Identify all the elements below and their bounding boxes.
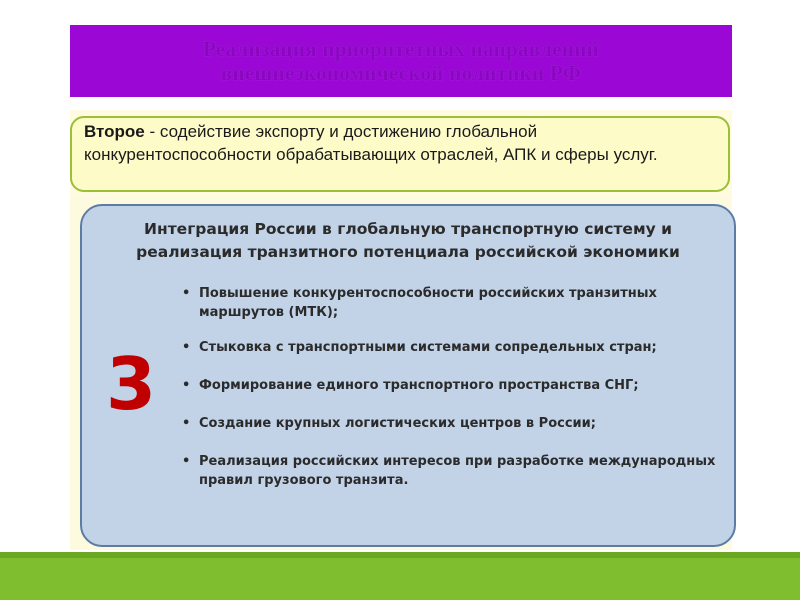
title-banner [70,25,732,97]
second-label: Второе [84,122,145,141]
panel-heading [82,218,734,264]
list-item-text: Реализация российских интересов при разработке международных правил грузового транзита. [199,454,716,488]
bullet-icon: • [182,378,191,393]
title-line-1: Реализация приоритетных направлений [202,37,600,61]
second-priority-box [70,116,730,192]
bullet-icon: • [182,340,191,355]
list-item [182,376,722,395]
list-item [182,452,722,490]
bullet-list [182,284,722,490]
list-item [182,414,722,433]
footer-stripe [0,552,800,558]
second-text: - содействие экспорту и достижению глобальной конкурентоспособности обрабатывающих отраслей, АПК и сферы услуг. [84,122,658,164]
footer-band [0,552,800,600]
panel-heading-line-1: Интеграция России в глобальную транспортную систему и [144,220,672,238]
bullet-icon: • [182,286,191,301]
list-item [182,338,722,357]
bullet-icon: • [182,454,191,469]
title-line-2: внешнеэкономической политики РФ [220,61,582,85]
list-item-text: Повышение конкурентоспособности российских транзитных маршрутов (МТК); [199,286,657,320]
list-item-text: Формирование единого транспортного пространства СНГ; [199,378,639,393]
list-item [182,284,722,322]
transport-panel [80,204,736,547]
bullet-icon: • [182,416,191,431]
list-item-text: Стыковка с транспортными системами сопредельных стран; [199,340,657,355]
panel-heading-line-2: реализация транзитного потенциала российской экономики [136,243,680,261]
list-item-text: Создание крупных логистических центров в России; [199,416,596,431]
section-number: 3 [106,342,157,426]
